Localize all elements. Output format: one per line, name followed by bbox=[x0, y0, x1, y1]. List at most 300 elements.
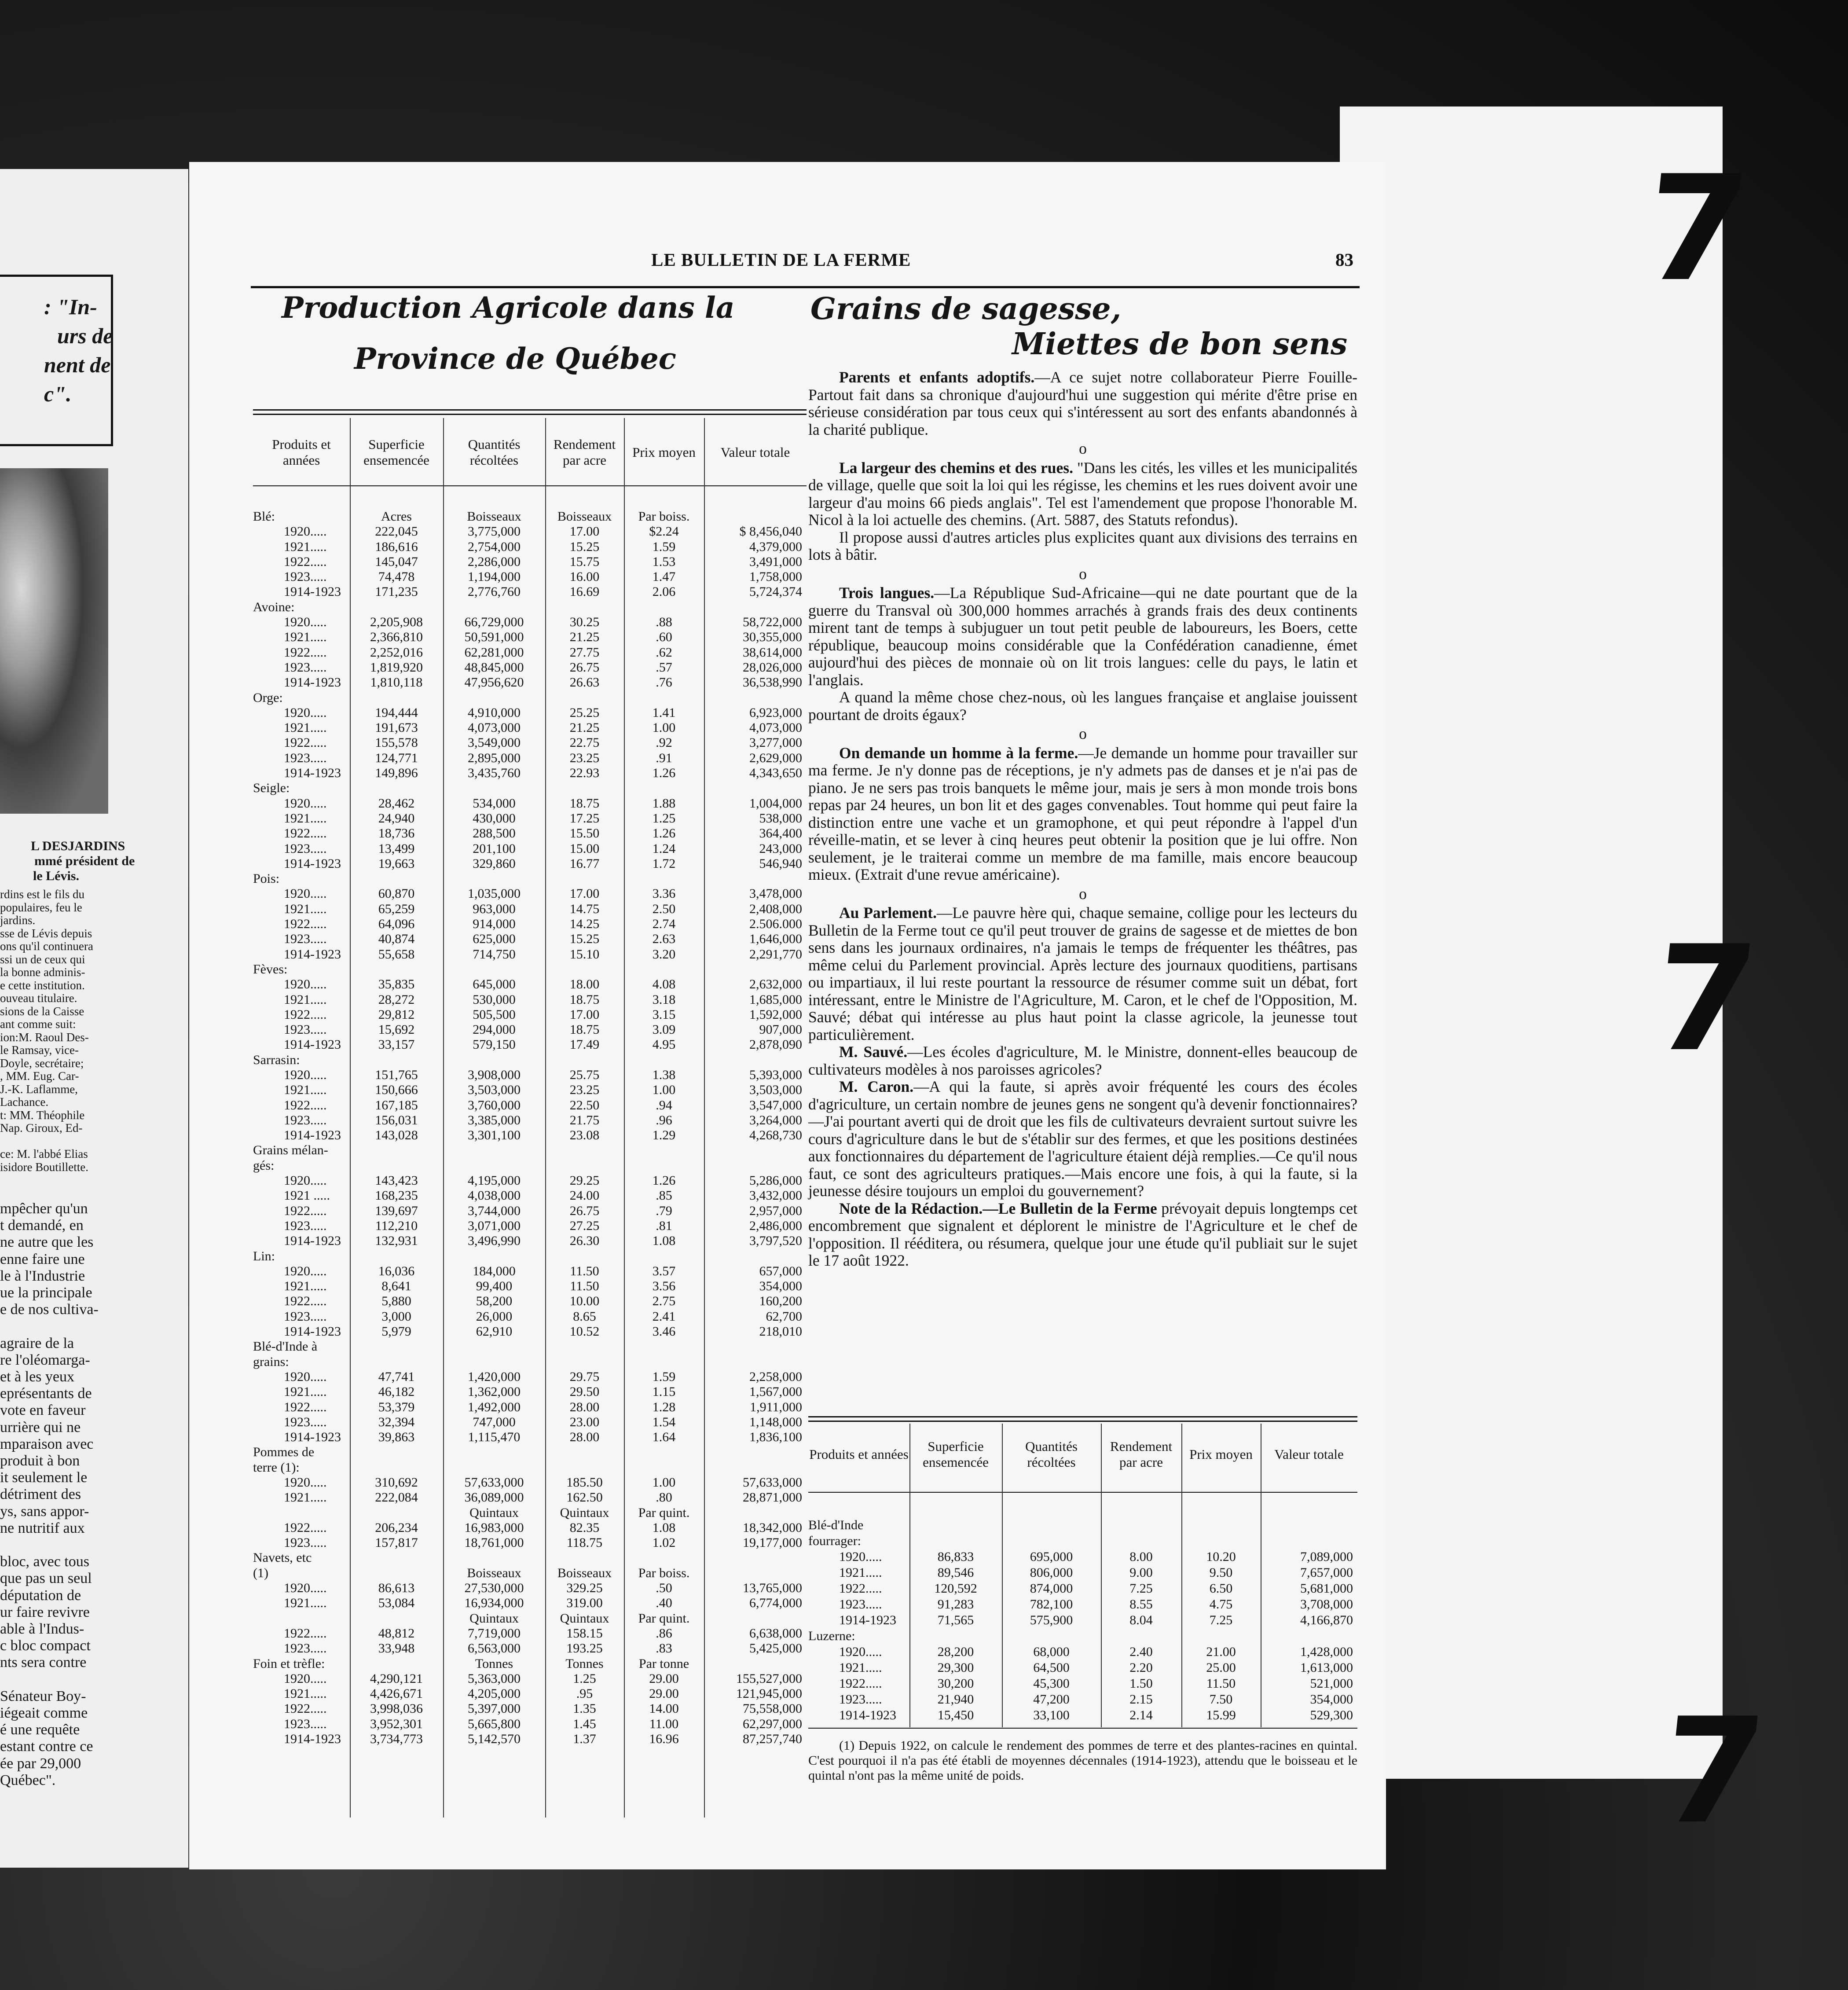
table-cell: 1,004,000 bbox=[749, 796, 802, 811]
row-label: 1923..... bbox=[284, 660, 327, 675]
table-cell: 2,486,000 bbox=[749, 1218, 802, 1233]
table-cell: 17.00 bbox=[569, 886, 600, 901]
table-cell bbox=[624, 1339, 704, 1354]
row-label: 1921..... bbox=[284, 992, 327, 1007]
table-cell bbox=[350, 1339, 443, 1354]
table-cell bbox=[545, 690, 624, 705]
table-cell: 22.75 bbox=[569, 735, 600, 750]
table-cell: 2,252,016 bbox=[370, 645, 423, 660]
table-cell bbox=[545, 1339, 624, 1354]
table-cell: 21.25 bbox=[569, 720, 600, 735]
table-cell: 89,546 bbox=[937, 1565, 974, 1580]
table-cell: 143,423 bbox=[375, 1173, 418, 1188]
table-cell: 1,758,000 bbox=[749, 569, 802, 584]
table-cell: 1,148,000 bbox=[749, 1414, 802, 1429]
bio-line: la bonne adminis- bbox=[0, 966, 85, 979]
left-article-subtitle: Province de Québec bbox=[354, 341, 676, 376]
table-cell: 14.75 bbox=[569, 901, 600, 916]
row-label: 1920..... bbox=[284, 1067, 327, 1082]
text-line: estant contre ce bbox=[0, 1738, 93, 1755]
previous-article-text bbox=[0, 1201, 99, 1789]
table-cell: 695,000 bbox=[1030, 1549, 1073, 1564]
row-label: 1920..... bbox=[839, 1549, 882, 1564]
table-cell: 7.25 bbox=[1129, 1581, 1153, 1596]
previous-page bbox=[0, 169, 188, 1868]
row-label: 1922..... bbox=[284, 1701, 327, 1716]
table-cell: 17.00 bbox=[569, 1007, 600, 1022]
table-cell: 33,157 bbox=[378, 1037, 415, 1052]
table-cell: 657,000 bbox=[759, 1263, 802, 1278]
table-cell: 4.75 bbox=[1209, 1597, 1233, 1612]
table-cell: 118.75 bbox=[566, 1535, 603, 1550]
row-label: 1920..... bbox=[284, 524, 327, 539]
table-cell: 160,200 bbox=[759, 1294, 802, 1309]
table-cell bbox=[624, 1460, 704, 1475]
table-row bbox=[253, 856, 807, 871]
table-cell: 10.52 bbox=[569, 1324, 600, 1339]
table-row bbox=[253, 766, 807, 781]
table-row bbox=[253, 1324, 807, 1339]
table-top-rule bbox=[253, 414, 807, 415]
table-cell: 1,685,000 bbox=[749, 992, 802, 1007]
table-row bbox=[253, 932, 807, 947]
table-cell bbox=[624, 1445, 704, 1460]
table-row bbox=[253, 584, 807, 599]
table-cell: 186,616 bbox=[375, 539, 418, 554]
table-cell: 3,760,000 bbox=[468, 1098, 521, 1112]
table-cell: 16.77 bbox=[569, 856, 600, 871]
table-cell: 5,286,000 bbox=[749, 1173, 802, 1188]
table-cell: 1.50 bbox=[1129, 1676, 1153, 1691]
table-cell: 45,300 bbox=[1033, 1676, 1070, 1691]
table-cell: .88 bbox=[656, 615, 672, 630]
table-cell: 48,845,000 bbox=[464, 660, 524, 675]
text-line: nts sera contre bbox=[0, 1654, 87, 1671]
table-row bbox=[808, 1612, 1357, 1628]
paragraph-text: —Le pauvre hère qui, chaque semaine, collige pour les lecteurs du Bulletin de la Ferme tout ce qu'il peut trouver de grains de sagesse et de miettes de bon sens dans les journaux ordinaires, n'a jamais le temps de fréquenter les théâtres, pas même celui du Parlement provincial. Après lecture des journaux quoditiens, partisans ou impartiaux, il lui reste pourtant la ressource de résumer comme suit un débat, fort intéressant, entre le Ministre de l'Agriculture, M. Caron, et le chef de l'Opposition, M. Sauvé; débat qui intéresse au plus haut point la classe agricole, la jeunesse tout particulièrement. bbox=[808, 904, 1357, 1043]
paragraph-lead: Trois langues. bbox=[839, 584, 935, 602]
column-header: Produits et années bbox=[272, 436, 331, 468]
row-label: 1921..... bbox=[284, 1596, 327, 1611]
table-cell: 5,393,000 bbox=[749, 1067, 802, 1082]
table-cell: 6.50 bbox=[1209, 1581, 1233, 1596]
paragraph-separator: o bbox=[1079, 725, 1087, 742]
table-row bbox=[253, 1430, 807, 1445]
table-cell bbox=[443, 1460, 545, 1475]
bio-line: ant comme suit: bbox=[0, 1017, 76, 1031]
bio-line: J.-K. Laflamme, bbox=[0, 1082, 78, 1096]
table-cell bbox=[1261, 1517, 1357, 1533]
quote-line: c". bbox=[44, 382, 72, 406]
text-line: re l'oléomarga- bbox=[0, 1351, 90, 1368]
table-cell: .80 bbox=[656, 1490, 672, 1505]
row-label: 1922..... bbox=[284, 1007, 327, 1022]
table-cell: 33,100 bbox=[1033, 1708, 1070, 1722]
table-cell: 4,379,000 bbox=[749, 539, 802, 554]
paragraph-lead: On demande un homme à la ferme. bbox=[839, 744, 1078, 762]
table-cell: Acres bbox=[381, 509, 412, 524]
paragraph bbox=[808, 369, 1357, 438]
table-row bbox=[253, 796, 807, 811]
table-cell: 68,000 bbox=[1033, 1645, 1070, 1659]
table-row bbox=[253, 735, 807, 750]
table-row bbox=[253, 1520, 807, 1535]
table-cell bbox=[704, 1143, 807, 1158]
table-cell: 3,264,000 bbox=[749, 1112, 802, 1127]
table-cell: 23.00 bbox=[569, 1414, 600, 1429]
table-cell: 1.88 bbox=[652, 796, 676, 811]
table-cell: 29,300 bbox=[937, 1660, 974, 1675]
table-cell: 1,646,000 bbox=[749, 932, 802, 947]
table-row bbox=[253, 1279, 807, 1294]
paragraph-text: —Je demande un homme pour travailler sur ma ferme. Je n'y donne pas de réceptions, je n'y admets pas de danses et je n'ai pas de piano. Je ne sers pas trois banquets le même jour, mais je sers à mon monde trois bons repas par 24 heures, un bon lit et des gages convenables. Tout homme qui peut faire la distinction entre une vache et un gramophone, et qui peut répondre à l'appel d'un réveille-matin, et se lever à cinq heures peut obtenir la position que je lui offre. Non seulement, je le traiterai comme un membre de ma famille, mais encore beaucoup mieux. (Extrait d'une revue américaine). bbox=[808, 744, 1357, 883]
table-cell: 1.25 bbox=[573, 1671, 596, 1686]
table-cell bbox=[624, 690, 704, 705]
portrait-photo bbox=[0, 468, 108, 814]
table-cell bbox=[624, 781, 704, 796]
row-label: 1921..... bbox=[284, 901, 327, 916]
table-cell: 1.59 bbox=[652, 539, 676, 554]
table-cell: 15,692 bbox=[378, 1022, 415, 1037]
table-cell: 16.00 bbox=[569, 569, 600, 584]
table-cell: .81 bbox=[656, 1218, 672, 1233]
table-row bbox=[253, 977, 807, 992]
table-cell: 2,286,000 bbox=[468, 554, 521, 569]
bio-line: isidore Boutillette. bbox=[0, 1160, 88, 1174]
text-line: t demandé, en bbox=[0, 1217, 84, 1234]
table-cell: 15.50 bbox=[569, 826, 600, 841]
row-label: 1923..... bbox=[284, 1535, 327, 1550]
table-row bbox=[253, 1370, 807, 1384]
table-row bbox=[253, 1656, 807, 1671]
table-cell bbox=[1002, 1517, 1101, 1533]
table-cell: 16,983,000 bbox=[464, 1520, 524, 1535]
table-cell: 222,045 bbox=[375, 524, 418, 539]
table-row bbox=[253, 1596, 807, 1611]
row-label: 1923..... bbox=[284, 932, 327, 947]
table-cell: 156,031 bbox=[375, 1112, 418, 1127]
row-label: gés: bbox=[253, 1158, 275, 1173]
table-cell bbox=[704, 1339, 807, 1354]
table-cell: 26,000 bbox=[476, 1309, 513, 1324]
row-label: 1922..... bbox=[284, 645, 327, 660]
table-cell: 8.65 bbox=[573, 1309, 596, 1324]
table-cell bbox=[704, 1505, 807, 1520]
table-cell: Boisseaux bbox=[467, 1565, 521, 1580]
table-cell: 3,952,301 bbox=[370, 1716, 423, 1731]
table-cell: 201,100 bbox=[473, 841, 516, 856]
right-article-title: Grains de sagesse, bbox=[810, 291, 1122, 327]
table-cell: 124,771 bbox=[375, 750, 418, 765]
table-cell: 5,425,000 bbox=[749, 1641, 802, 1656]
footnote-text: (1) Depuis 1922, on calcule le rendement des pommes de terre et des plantes-racines en quintal. C'est pourquoi il n'a pas été établi de moyennes décennales (1914-1923), attendu que le boisseau et le quintal n'ont pas la même unité de poids. bbox=[808, 1738, 1357, 1783]
table-cell: 11.50 bbox=[1206, 1676, 1236, 1691]
table-cell: 1.29 bbox=[652, 1128, 676, 1143]
table-row bbox=[253, 902, 807, 917]
row-label: 1920..... bbox=[284, 886, 327, 901]
row-label: grains: bbox=[253, 1354, 289, 1369]
table-cell bbox=[350, 1143, 443, 1158]
paragraph-lead: M. Sauvé. bbox=[839, 1043, 908, 1061]
table-cell: 3,775,000 bbox=[468, 524, 521, 539]
table-cell bbox=[545, 1550, 624, 1565]
table-cell: 28.00 bbox=[569, 1430, 600, 1445]
row-label: 1921 ..... bbox=[284, 1188, 330, 1203]
table-cell: 10.00 bbox=[569, 1294, 600, 1309]
row-label: 1922..... bbox=[839, 1581, 882, 1596]
table-cell: 193.25 bbox=[566, 1641, 603, 1656]
table-cell: 194,444 bbox=[375, 705, 418, 720]
table-cell: 534,000 bbox=[473, 796, 516, 811]
table-cell: 30.25 bbox=[569, 615, 600, 630]
table-cell: 21.75 bbox=[569, 1112, 600, 1127]
text-line: enne faire une bbox=[0, 1251, 85, 1267]
text-line: ue la principale bbox=[0, 1285, 92, 1301]
table-cell: 714,750 bbox=[473, 947, 516, 962]
table-cell: 914,000 bbox=[473, 917, 516, 932]
table-cell: 4,268,730 bbox=[749, 1128, 802, 1143]
row-label: 1923..... bbox=[284, 1022, 327, 1037]
bio-line: ion:M. Raoul Des- bbox=[0, 1030, 89, 1044]
table-cell: 8.55 bbox=[1129, 1597, 1153, 1612]
table-cell: 6,923,000 bbox=[749, 705, 802, 720]
table-cell: 18,736 bbox=[378, 826, 415, 841]
table-top-rule bbox=[253, 409, 807, 411]
row-label: 1914-1923 bbox=[284, 766, 341, 781]
table-cell bbox=[545, 781, 624, 796]
row-label: 1923..... bbox=[839, 1692, 882, 1707]
table-cell: 2,776,760 bbox=[468, 584, 521, 599]
table-cell: 58,200 bbox=[476, 1294, 513, 1309]
table-cell: 5,397,000 bbox=[468, 1701, 521, 1716]
table-cell: 2.14 bbox=[1129, 1708, 1153, 1722]
table-cell bbox=[1181, 1628, 1261, 1644]
table-cell bbox=[1002, 1533, 1101, 1549]
row-label bbox=[253, 1505, 350, 1520]
table-cell: 2,408,000 bbox=[749, 901, 802, 916]
text-line: bloc, avec tous bbox=[0, 1553, 89, 1570]
table-cell: .96 bbox=[656, 1112, 672, 1127]
table-row bbox=[253, 1415, 807, 1430]
table-row bbox=[253, 1128, 807, 1143]
table-cell: .57 bbox=[656, 660, 672, 675]
table-cell: 1.08 bbox=[652, 1234, 676, 1248]
table-cell: 3.57 bbox=[652, 1263, 676, 1278]
text-line: e de nos cultiva- bbox=[0, 1301, 99, 1318]
table-row bbox=[253, 947, 807, 962]
table-cell: 5,681,000 bbox=[1300, 1581, 1353, 1596]
table-cell: 1,592,000 bbox=[749, 1007, 802, 1022]
row-label: 1922..... bbox=[839, 1676, 882, 1691]
paragraph-separator: o bbox=[1079, 440, 1087, 457]
bio-line: Doyle, secrétaire; bbox=[0, 1056, 84, 1070]
table-cell: 53,084 bbox=[378, 1596, 415, 1611]
row-label: 1914-1923 bbox=[284, 1128, 341, 1143]
table-cell bbox=[704, 871, 807, 886]
table-row bbox=[808, 1707, 1357, 1723]
text-line: et à les yeux bbox=[0, 1369, 74, 1385]
table-cell: 7.25 bbox=[1209, 1613, 1233, 1627]
caption-line: L DESJARDINS bbox=[31, 839, 125, 853]
text-line: iégeait comme bbox=[0, 1705, 88, 1722]
row-label bbox=[253, 1611, 350, 1626]
table-cell: 167,185 bbox=[375, 1098, 418, 1112]
bio-line: rdins est le fils du bbox=[0, 888, 84, 901]
table-cell bbox=[1261, 1533, 1357, 1549]
table-cell: 15.25 bbox=[569, 932, 600, 947]
table-cell: 13,499 bbox=[378, 841, 415, 856]
table-cell bbox=[443, 1355, 545, 1370]
table-cell: 3,435,760 bbox=[468, 766, 521, 781]
text-line: ée par 29,000 bbox=[0, 1755, 81, 1772]
paragraph-lead: Note de la Rédaction.—Le Bulletin de la Ferme bbox=[839, 1199, 1157, 1217]
table-cell: 1.47 bbox=[652, 569, 676, 584]
table-cell bbox=[545, 1053, 624, 1068]
table-row bbox=[253, 962, 807, 977]
paragraph-text: —A qui la faute, si après avoir fréquenté les cours des écoles d'agriculture, un certain nombre de jeunes gens ne songent qu'à devenir fonctionnaires?—J'ai pourtant averti qui de droit que les fils de cultivateurs devraient surtout suivre les cours d'agriculture dans le but de s'établir sur des fermes, et que les positions destinées aux fonctionnaires du département de l'agriculture étaient déjà remplies.—Ce qu'il nous faut, ce sont des agriculteurs pratiques.—Mais encore une fois, à qui la faute, si la jeunesse désire toujours un emploi du gouvernement? bbox=[808, 1078, 1357, 1200]
table-cell: 3,432,000 bbox=[749, 1188, 802, 1203]
table-cell bbox=[1101, 1517, 1181, 1533]
table-cell: 22.93 bbox=[569, 766, 600, 781]
table-cell: 16,934,000 bbox=[464, 1596, 524, 1611]
table-cell: 74,478 bbox=[378, 569, 415, 584]
row-label: 1920..... bbox=[284, 1369, 327, 1384]
table-cell bbox=[704, 600, 807, 615]
bio-line: Nap. Giroux, Ed- bbox=[0, 1121, 83, 1135]
table-cell: 162.50 bbox=[566, 1490, 603, 1505]
paragraph-lead: M. Caron. bbox=[839, 1078, 914, 1095]
table-cell: 430,000 bbox=[473, 811, 516, 826]
table-cell bbox=[624, 1550, 704, 1565]
table-cell bbox=[443, 1550, 545, 1565]
table-cell: 28,871,000 bbox=[743, 1490, 802, 1505]
row-label: 1921..... bbox=[284, 539, 327, 554]
table-cell: 1,810,118 bbox=[370, 675, 423, 690]
row-label: 1920..... bbox=[284, 615, 327, 630]
table-row bbox=[808, 1565, 1357, 1581]
bio-line: jardins. bbox=[0, 914, 36, 927]
table-cell: 1,428,000 bbox=[1300, 1645, 1353, 1659]
table-cell bbox=[1261, 1628, 1357, 1644]
text-line: agraire de la bbox=[0, 1335, 74, 1351]
column-header: Quantités récoltées bbox=[468, 436, 521, 468]
table-cell: 4,290,121 bbox=[370, 1671, 423, 1686]
table-cell: 1,819,920 bbox=[370, 660, 423, 675]
paragraph-text: A quand la même chose chez-nous, où les langues française et anglaise jouissent pourtant de droits égaux? bbox=[808, 688, 1357, 723]
table-cell: 1.24 bbox=[652, 841, 676, 856]
table-cell: Par quint. bbox=[638, 1611, 690, 1626]
table-cell: 288,500 bbox=[473, 826, 516, 841]
row-label: 1920..... bbox=[284, 1475, 327, 1490]
row-label: 1922..... bbox=[284, 1520, 327, 1535]
row-label: (1) bbox=[253, 1565, 268, 1580]
row-label: 1922..... bbox=[284, 1294, 327, 1309]
table-cell: 329,860 bbox=[473, 856, 516, 871]
row-label: 1920..... bbox=[284, 1671, 327, 1686]
footnote bbox=[808, 1738, 1357, 1783]
table-row bbox=[253, 1158, 807, 1173]
row-label: 1922..... bbox=[284, 826, 327, 841]
table-row bbox=[253, 871, 807, 886]
text-line: it seulement le bbox=[0, 1469, 88, 1486]
table-cell: 5,142,570 bbox=[468, 1732, 521, 1747]
row-label: 1923..... bbox=[284, 1414, 327, 1429]
table-cell bbox=[624, 1053, 704, 1068]
table-cell: 907,000 bbox=[759, 1022, 802, 1037]
quote-box-text bbox=[44, 292, 113, 408]
table-cell: 3,503,000 bbox=[468, 1083, 521, 1098]
table-row bbox=[253, 1037, 807, 1052]
table-cell bbox=[1181, 1517, 1261, 1533]
table-cell bbox=[624, 962, 704, 977]
table-cell: 2.74 bbox=[652, 917, 676, 932]
text-line bbox=[0, 1671, 99, 1688]
row-label: 1914-1923 bbox=[284, 1234, 341, 1248]
table-cell: 30,200 bbox=[937, 1676, 974, 1691]
table-row bbox=[253, 1611, 807, 1626]
table-cell: 1.08 bbox=[652, 1520, 676, 1535]
table-row bbox=[253, 1083, 807, 1098]
table-cell: 66,729,000 bbox=[464, 615, 524, 630]
table-cell: 149,896 bbox=[375, 766, 418, 781]
table-cell bbox=[350, 871, 443, 886]
table-cell: 2.06 bbox=[652, 584, 676, 599]
table-cell: 1.26 bbox=[652, 826, 676, 841]
table-cell bbox=[704, 1355, 807, 1370]
text-line: ne nutritif aux bbox=[0, 1520, 85, 1536]
text-line bbox=[0, 1537, 99, 1553]
table-cell: 1.26 bbox=[652, 1173, 676, 1188]
bio-line: ons qu'il continuera bbox=[0, 940, 93, 953]
table-cell: 145,047 bbox=[375, 554, 418, 569]
table-cell bbox=[624, 1249, 704, 1264]
bio-line: ssi un de ceux qui bbox=[0, 952, 85, 966]
table-cell: 3.46 bbox=[652, 1324, 676, 1339]
table-cell: 36,089,000 bbox=[464, 1490, 524, 1505]
table-cell: 6,638,000 bbox=[749, 1626, 802, 1641]
table-row bbox=[253, 1339, 807, 1354]
table-cell: 64,096 bbox=[378, 917, 415, 932]
row-label: 1914-1923 bbox=[284, 584, 341, 599]
table-row bbox=[253, 826, 807, 841]
photo-caption bbox=[0, 839, 135, 884]
table-cell: 18,342,000 bbox=[743, 1520, 802, 1535]
row-label: Seigle: bbox=[253, 781, 290, 796]
feed-table-header-rule bbox=[808, 1492, 1357, 1493]
table-row bbox=[253, 992, 807, 1007]
table-row bbox=[253, 1113, 807, 1128]
table-cell: 75,558,000 bbox=[743, 1701, 802, 1716]
table-cell: 25.25 bbox=[569, 705, 600, 720]
table-cell: 1,115,470 bbox=[468, 1430, 521, 1445]
table-cell: 1.41 bbox=[652, 705, 676, 720]
table-cell: 23.25 bbox=[569, 1083, 600, 1098]
table-row bbox=[808, 1533, 1357, 1549]
paragraph bbox=[808, 1200, 1357, 1270]
table-cell: 64,500 bbox=[1033, 1660, 1070, 1675]
table-cell: Quintaux bbox=[560, 1611, 609, 1626]
table-cell: 1.00 bbox=[652, 1083, 676, 1098]
text-line: députation de bbox=[0, 1587, 81, 1604]
table-cell: 1,613,000 bbox=[1300, 1660, 1353, 1675]
paragraph-text: prévoyait depuis longtemps cet encombrement que signalent et déplorent le ministre de l'Agriculture et le chef de l'opposition. Il rééditera, ou résumera, quelque jour une étude qu'il publiait sur le sujet le 17 août 1922. bbox=[808, 1199, 1357, 1269]
table-cell: 2.41 bbox=[652, 1309, 676, 1324]
sheet-mark-middle: 7 bbox=[1645, 914, 1764, 1083]
row-label: 1923..... bbox=[839, 1597, 882, 1612]
table-cell bbox=[704, 1445, 807, 1460]
table-cell: 26.30 bbox=[569, 1234, 600, 1248]
row-label: Grains mélan- bbox=[253, 1143, 328, 1158]
